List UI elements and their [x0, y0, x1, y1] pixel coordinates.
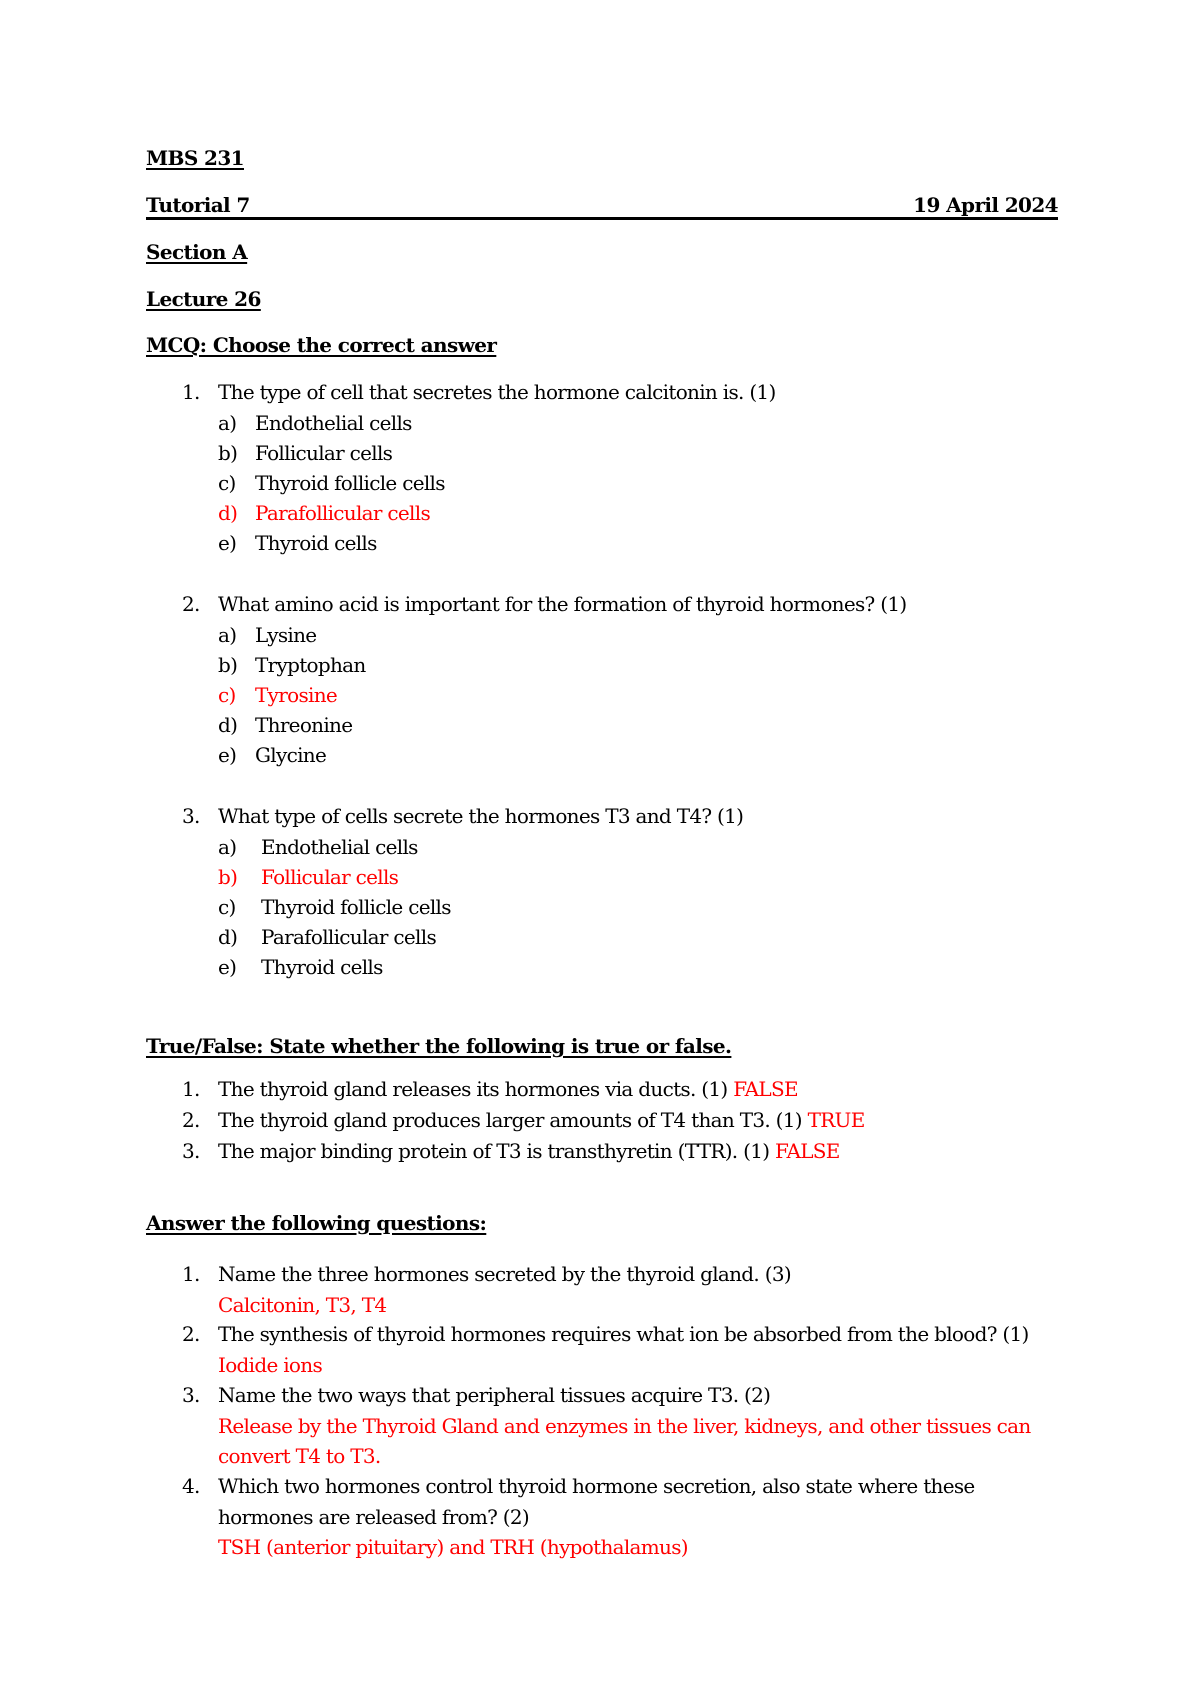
tutorial-row	[146, 193, 1058, 217]
mcq-option-letter-correct: b)	[218, 865, 238, 889]
tf-number: 3.	[182, 1139, 200, 1163]
short-answer-heading: Answer the following questions:	[146, 1211, 487, 1235]
tf-answer: FALSE	[775, 1139, 840, 1163]
mcq-option: Follicular cells	[255, 441, 393, 465]
mcq-option-letter-correct: d)	[218, 501, 238, 525]
mcq-question: What amino acid is important for the formation of thyroid hormones? (1)	[218, 592, 907, 616]
sa-answer: Release by the Thyroid Gland and enzymes in the liver, kidneys, and other tissues can	[218, 1414, 1031, 1438]
mcq-option-correct: Tyrosine	[255, 683, 338, 707]
mcq-option-letter: e)	[218, 743, 237, 767]
tf-statement	[218, 1110, 865, 1130]
tf-text: The major binding protein of T3 is transthyretin (TTR). (1)	[218, 1139, 776, 1163]
tf-text: The thyroid gland produces larger amounts of T4 than T3. (1)	[218, 1108, 808, 1132]
lecture-heading: Lecture 26	[146, 287, 261, 311]
mcq-option: Threonine	[255, 713, 353, 737]
sa-number: 2.	[182, 1322, 200, 1346]
mcq-option-letter: a)	[218, 411, 237, 435]
tutorial-title: Tutorial 7	[146, 193, 250, 217]
mcq-number: 2.	[182, 592, 200, 616]
sa-number: 4.	[182, 1474, 200, 1498]
mcq-option: Parafollicular cells	[261, 925, 437, 949]
mcq-option-letter: e)	[218, 955, 237, 979]
mcq-number: 3.	[182, 804, 200, 828]
mcq-option-letter: c)	[218, 471, 236, 495]
mcq-option-letter: a)	[218, 623, 237, 647]
mcq-option-letter: c)	[218, 895, 236, 919]
sa-question: The synthesis of thyroid hormones requires what ion be absorbed from the blood? (1)	[218, 1322, 1029, 1346]
mcq-heading: MCQ: Choose the correct answer	[146, 333, 497, 357]
mcq-option-letter: b)	[218, 653, 238, 677]
tf-number: 2.	[182, 1108, 200, 1132]
sa-question: Name the two ways that peripheral tissues acquire T3. (2)	[218, 1383, 771, 1407]
mcq-option: Lysine	[255, 623, 317, 647]
section-heading: Section A	[146, 240, 248, 264]
mcq-option-correct: Parafollicular cells	[255, 501, 431, 525]
sa-answer: convert T4 to T3.	[218, 1444, 381, 1468]
mcq-option-letter: b)	[218, 441, 238, 465]
sa-number: 3.	[182, 1383, 200, 1407]
sa-question: Which two hormones control thyroid hormone secretion, also state where these	[218, 1474, 975, 1498]
mcq-number: 1.	[182, 380, 200, 404]
mcq-option-correct: Follicular cells	[261, 865, 399, 889]
tf-text: The thyroid gland releases its hormones via ducts. (1)	[218, 1077, 734, 1101]
tutorial-date: 19 April 2024	[913, 193, 1058, 217]
tf-statement	[218, 1079, 798, 1099]
mcq-option-letter: d)	[218, 713, 238, 737]
course-code: MBS 231	[146, 146, 244, 170]
tf-answer: TRUE	[807, 1108, 865, 1132]
header-rule	[146, 217, 1058, 220]
sa-number: 1.	[182, 1262, 200, 1286]
mcq-option: Glycine	[255, 743, 327, 767]
mcq-option: Thyroid follicle cells	[255, 471, 445, 495]
sa-question-continued: hormones are released from? (2)	[218, 1505, 529, 1529]
tf-number: 1.	[182, 1077, 200, 1101]
true-false-heading: True/False: State whether the following is true or false.	[146, 1034, 732, 1058]
mcq-question: What type of cells secrete the hormones T3 and T4? (1)	[218, 804, 744, 828]
mcq-option: Thyroid cells	[261, 955, 383, 979]
mcq-option: Endothelial cells	[255, 411, 412, 435]
mcq-option: Thyroid follicle cells	[261, 895, 451, 919]
mcq-option: Tryptophan	[255, 653, 366, 677]
sa-answer: Calcitonin, T3, T4	[218, 1293, 387, 1317]
mcq-question: The type of cell that secretes the hormone calcitonin is. (1)	[218, 380, 776, 404]
tf-statement	[218, 1141, 840, 1161]
mcq-option-letter: e)	[218, 531, 237, 555]
mcq-option-letter: d)	[218, 925, 238, 949]
mcq-option: Endothelial cells	[261, 835, 418, 859]
mcq-option-letter-correct: c)	[218, 683, 236, 707]
mcq-option-letter: a)	[218, 835, 237, 859]
mcq-option: Thyroid cells	[255, 531, 377, 555]
sa-answer: TSH (anterior pituitary) and TRH (hypothalamus)	[218, 1535, 688, 1559]
sa-question: Name the three hormones secreted by the thyroid gland. (3)	[218, 1262, 791, 1286]
sa-answer: Iodide ions	[218, 1353, 323, 1377]
tf-answer: FALSE	[733, 1077, 798, 1101]
